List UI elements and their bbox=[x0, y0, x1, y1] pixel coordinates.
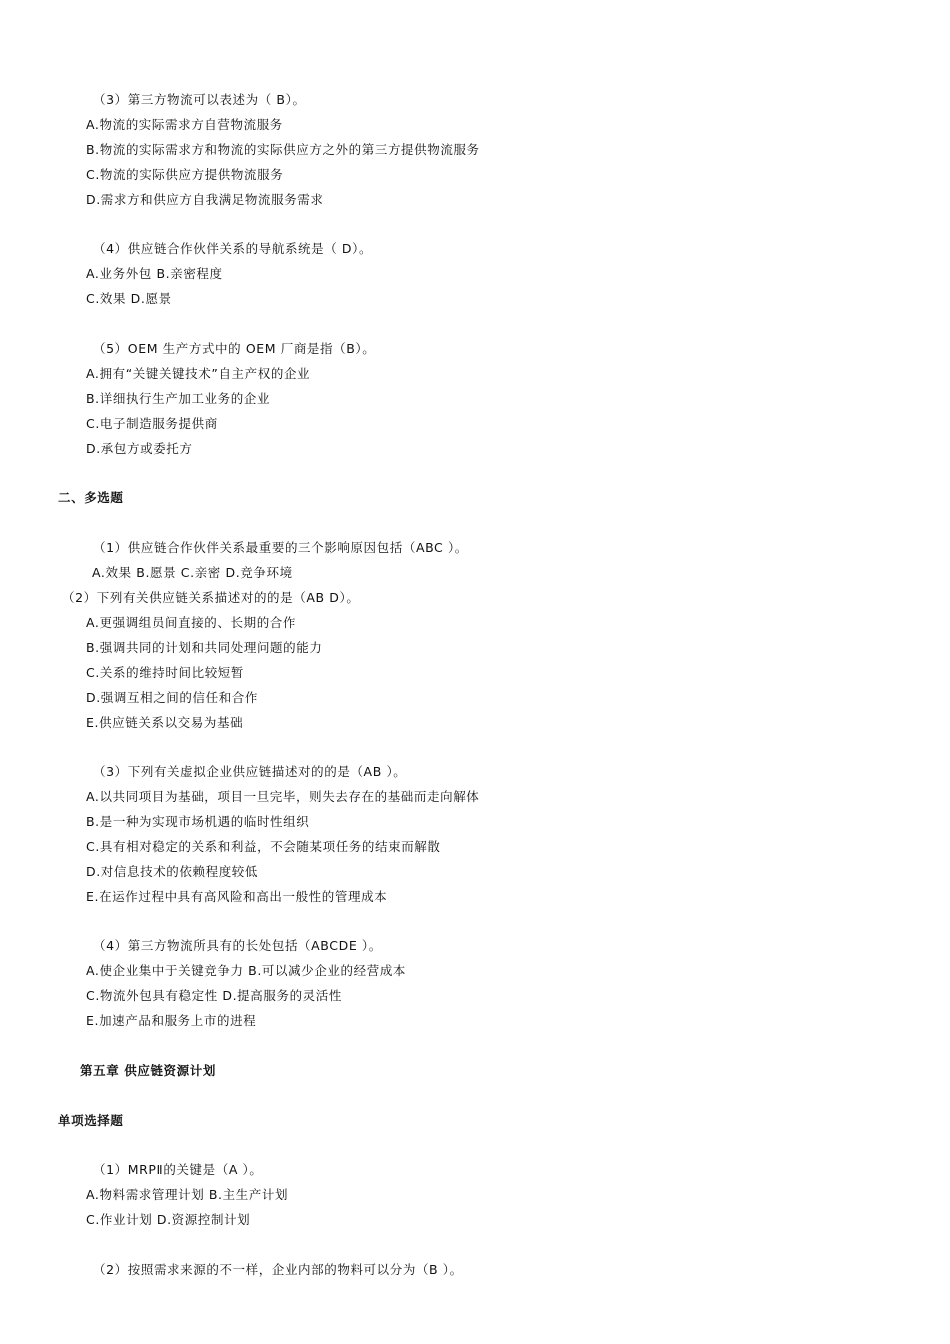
option-line: B.强调共同的计划和共同处理问题的能力 bbox=[86, 640, 323, 655]
option-line: A.以共同项目为基础，项目一旦完毕，则失去存在的基础而走向解体 bbox=[86, 789, 480, 804]
option-line: D.需求方和供应方自我满足物流服务需求 bbox=[86, 192, 324, 207]
question-line: （4）第三方物流所具有的长处包括（ABCDE ）。 bbox=[93, 938, 382, 953]
option-line: C.电子制造服务提供商 bbox=[86, 416, 218, 431]
question-line: （2）下列有关供应链关系描述对的的是（AB D）。 bbox=[62, 590, 360, 605]
option-line: A.业务外包 B.亲密程度 bbox=[86, 266, 223, 281]
option-line: A.拥有“关键关键技术”自主产权的企业 bbox=[86, 366, 311, 381]
option-line: E.加速产品和服务上市的进程 bbox=[86, 1013, 257, 1028]
option-line: C.作业计划 D.资源控制计划 bbox=[86, 1212, 251, 1227]
option-line: C.物流外包具有稳定性 D.提高服务的灵活性 bbox=[86, 988, 342, 1003]
option-line: D.强调互相之间的信任和合作 bbox=[86, 690, 258, 705]
question-line: （1）供应链合作伙伴关系最重要的三个影响原因包括（ABC ）。 bbox=[93, 540, 468, 555]
option-line: B.是一种为实现市场机遇的临时性组织 bbox=[86, 814, 310, 829]
option-line: B.物流的实际需求方和物流的实际供应方之外的第三方提供物流服务 bbox=[86, 142, 480, 157]
section-heading: 二、多选题 bbox=[58, 490, 124, 505]
option-line: A.物料需求管理计划 B.主生产计划 bbox=[86, 1187, 289, 1202]
option-line: E.供应链关系以交易为基础 bbox=[86, 715, 244, 730]
option-line: D.承包方或委托方 bbox=[86, 441, 193, 456]
option-line: C.具有相对稳定的关系和利益，不会随某项任务的结束而解散 bbox=[86, 839, 441, 854]
option-line: C.物流的实际供应方提供物流服务 bbox=[86, 167, 284, 182]
question-line: （4）供应链合作伙伴关系的导航系统是（ D）。 bbox=[93, 241, 373, 256]
question-line: （5）OEM 生产方式中的 OEM 厂商是指（B）。 bbox=[93, 341, 376, 356]
option-line: A.使企业集中于关键竞争力 B.可以减少企业的经营成本 bbox=[86, 963, 407, 978]
chapter-heading: 第五章 供应链资源计划 bbox=[80, 1063, 216, 1078]
section-heading: 单项选择题 bbox=[58, 1113, 124, 1128]
option-line: A.更强调组员间直接的、长期的合作 bbox=[86, 615, 297, 630]
option-line: C.关系的维持时间比较短暂 bbox=[86, 665, 245, 680]
option-line: D.对信息技术的依赖程度较低 bbox=[86, 864, 258, 879]
option-line: A.物流的实际需求方自营物流服务 bbox=[86, 117, 283, 132]
option-line: E.在运作过程中具有高风险和高出一般性的管理成本 bbox=[86, 889, 388, 904]
question-line: （3）第三方物流可以表述为（ B）。 bbox=[93, 92, 306, 107]
question-line: （1）MRPⅡ的关键是（A ）。 bbox=[93, 1162, 263, 1177]
question-line: （3）下列有关虚拟企业供应链描述对的的是（AB ）。 bbox=[93, 764, 407, 779]
option-line: A.效果 B.愿景 C.亲密 D.竞争环境 bbox=[92, 565, 293, 580]
option-line: C.效果 D.愿景 bbox=[86, 291, 172, 306]
option-line: B.详细执行生产加工业务的企业 bbox=[86, 391, 271, 406]
question-line: （2）按照需求来源的不一样，企业内部的物料可以分为（B ）。 bbox=[93, 1262, 463, 1277]
